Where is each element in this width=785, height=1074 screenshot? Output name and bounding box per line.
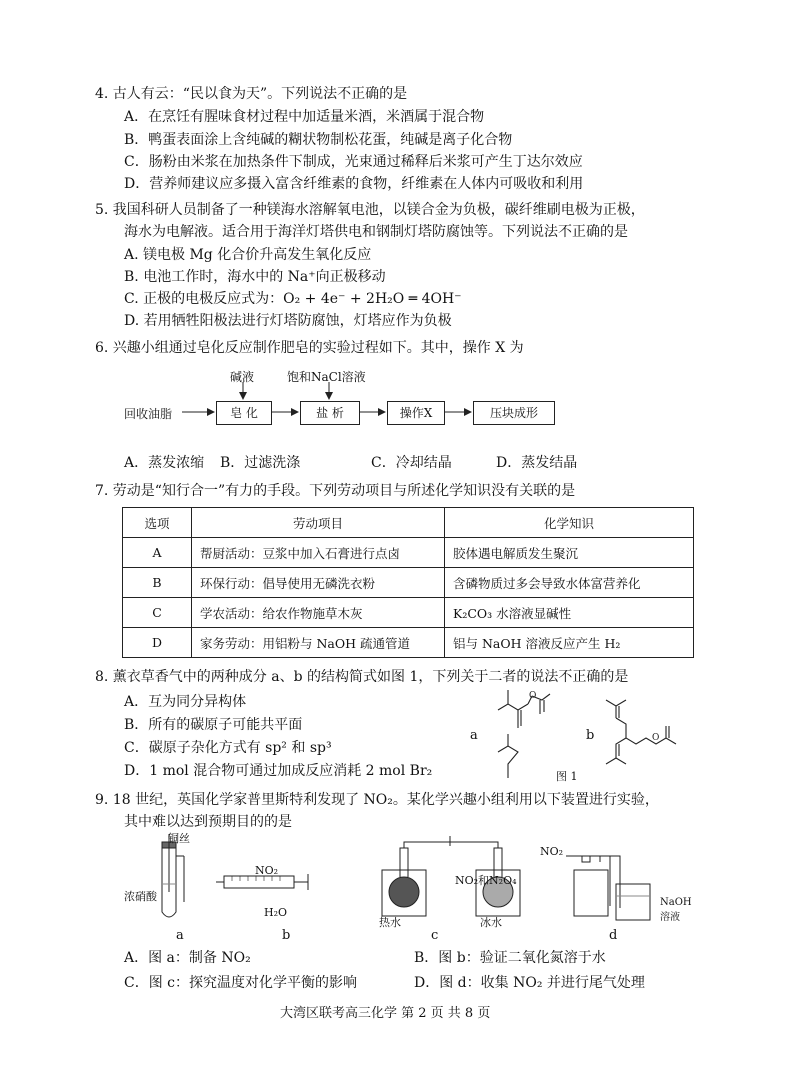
q6-option-d: D．蒸发结晶	[496, 455, 578, 471]
q7-stem: 7. 劳动是“知行合一”有力的手段。下列劳动项目与所述化学知识没有关联的是	[95, 483, 576, 499]
svg-text:O: O	[529, 691, 537, 701]
q5-stem-line1: 5. 我国科研人员制备了一种镁海水溶解氧电池，以镁合金为负极，碳纤维刷电极为正极，	[95, 202, 645, 218]
flow-reagent-2: 饱和NaCl溶液	[287, 370, 366, 384]
q8-label-a: a	[470, 728, 478, 743]
q9-label-hot-water: 热水	[379, 916, 401, 929]
row-b-option: B	[123, 568, 192, 598]
row-d-labor: 家务劳动：用铝粉与 NaOH 疏通管道	[192, 628, 445, 658]
header-option: 选项	[123, 508, 192, 538]
q8-label-b: b	[586, 728, 595, 743]
q6-option-c: C．冷却结晶	[371, 455, 452, 471]
table-header-row	[123, 508, 694, 538]
row-b-labor: 环保行动：倡导使用无磷洗衣粉	[192, 568, 445, 598]
q9-fig-c: c	[431, 928, 439, 943]
q5-option-c: C. 正极的电极反应式为：O₂ + 4e⁻ + 2H₂O ═ 4OH⁻	[124, 291, 462, 307]
svg-text:O: O	[652, 733, 660, 743]
q5-option-b: B. 电池工作时，海水中的 Na⁺向正极移动	[124, 269, 386, 285]
q9-apparatus	[120, 832, 720, 942]
q9-option-d: D．图 d：收集 NO₂ 并进行尾气处理	[414, 975, 645, 991]
flow-step-saponify: 皂 化	[216, 401, 272, 425]
flow-step-x: 操作X	[387, 401, 445, 425]
q9-label-copper: 铜丝	[168, 832, 190, 845]
q4-option-c: C．肠粉由米浆在加热条件下制成，光束通过稀释后米浆可产生丁达尔效应	[124, 154, 583, 170]
q5-option-a: A. 镁电极 Mg 化合价升高发生氧化反应	[124, 247, 372, 263]
q4-option-d: D．营养师建议应多摄入富含纤维素的食物，纤维素在人体内可吸收和利用	[124, 176, 584, 192]
q8-stem: 8. 薰衣草香气中的两种成分 a、b 的结构简式如图 1，下列关于二者的说法不正确的是	[95, 669, 629, 685]
q6-option-b: B．过滤洗涤	[220, 455, 301, 471]
q9-fig-b: b	[282, 928, 291, 943]
q4-option-b: B．鸭蛋表面涂上含纯碱的糊状物制松花蛋，纯碱是离子化合物	[124, 132, 513, 148]
q9-label-naoh: NaOH溶液	[660, 897, 692, 923]
row-d-option: D	[123, 628, 192, 658]
table-row	[123, 628, 694, 658]
q9-label-h2o: H₂O	[264, 906, 288, 919]
row-a-labor: 帮厨活动：豆浆中加入石膏进行点卤	[192, 538, 445, 568]
q9-fig-a: a	[176, 928, 184, 943]
q8-option-d: D．1 mol 混合物可通过加成反应消耗 2 mol Br₂	[124, 763, 433, 779]
row-c-labor: 学农活动：给农作物施草木灰	[192, 598, 445, 628]
row-b-chem: 含磷物质过多会导致水体富营养化	[445, 568, 694, 598]
row-a-chem: 胶体遇电解质发生聚沉	[445, 538, 694, 568]
q9-option-c: C．图 c：探究温度对化学平衡的影响	[124, 975, 358, 991]
q9-option-a: A．图 a：制备 NO₂	[124, 950, 251, 966]
q8-fig-caption: 图 1	[556, 770, 578, 783]
row-d-chem: 铝与 NaOH 溶液反应产生 H₂	[445, 628, 694, 658]
table-row	[123, 598, 694, 628]
flow-reagent-1: 碱液	[230, 370, 255, 384]
q9-label-no2-d: NO₂	[540, 845, 564, 858]
row-c-option: C	[123, 598, 192, 628]
flow-step-press: 压块成形	[473, 401, 555, 425]
q9-stem-line2: 其中难以达到预期目的的是	[124, 814, 292, 830]
q9-fig-d: d	[609, 928, 618, 943]
q8-option-c: C．碳原子杂化方式有 sp² 和 sp³	[124, 740, 332, 756]
q6-option-a: A．蒸发浓缩	[124, 455, 205, 471]
row-a-option: A	[123, 538, 192, 568]
q7-table	[122, 507, 694, 658]
q5-stem-line2: 海水为电解液。适合用于海洋灯塔供电和钢制灯塔防腐蚀等。下列说法不正确的是	[124, 224, 628, 240]
flow-start: 回收油脂	[124, 407, 173, 421]
flow-step-salting: 盐 析	[300, 401, 360, 425]
flow-arrows	[0, 0, 785, 440]
q4-stem: 4. 古人有云：“民以食为天”。下列说法不正确的是	[95, 86, 408, 102]
q9-label-ice-water: 冰水	[480, 916, 502, 929]
q9-option-b: B．图 b：验证二氧化氮溶于水	[414, 950, 606, 966]
table-row	[123, 568, 694, 598]
header-labor: 劳动项目	[192, 508, 445, 538]
page-footer: 大湾区联考高三化学 第 2 页 共 8 页	[280, 1006, 491, 1021]
q4-option-a: A．在烹饪有腥味食材过程中加适量米酒，米酒属于混合物	[124, 109, 485, 125]
q9-label-no2-n2o4: NO₂和N₂O₄	[455, 874, 517, 887]
header-chem: 化学知识	[445, 508, 694, 538]
q8-option-a: A．互为同分异构体	[124, 694, 247, 710]
q9-label-conc-acid: 浓硝酸	[124, 890, 157, 903]
row-c-chem: K₂CO₃ 水溶液显碱性	[445, 598, 694, 628]
q5-option-d: D. 若用牺牲阳极法进行灯塔防腐蚀，灯塔应作为负极	[124, 313, 452, 329]
q9-label-no2-b: NO₂	[255, 864, 279, 877]
q8-structures	[460, 688, 720, 798]
q8-option-b: B．所有的碳原子可能共平面	[124, 717, 303, 733]
q6-stem: 6. 兴趣小组通过皂化反应制作肥皂的实验过程如下。其中，操作 X 为	[95, 340, 524, 356]
table-row	[123, 538, 694, 568]
q9-stem-line1: 9. 18 世纪，英国化学家普里斯特利发现了 NO₂。某化学兴趣小组利用以下装置进行实验，	[95, 792, 659, 808]
